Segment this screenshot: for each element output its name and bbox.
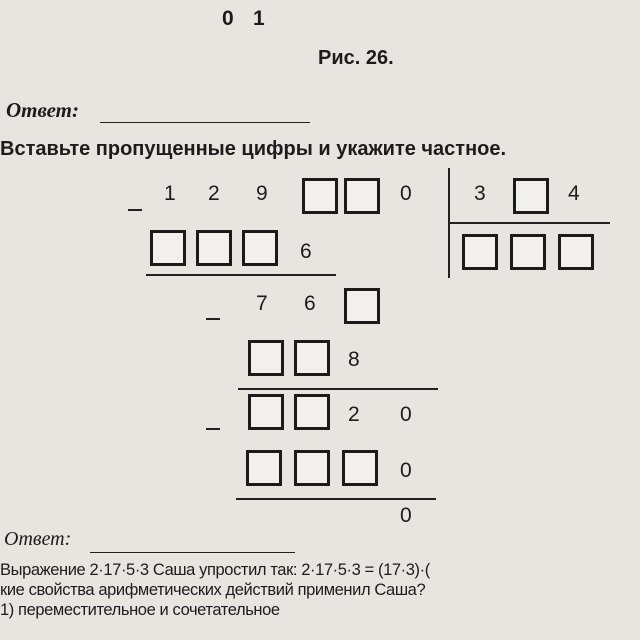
product-digit: 6 xyxy=(300,240,312,263)
product-digit-box[interactable] xyxy=(242,230,278,266)
next-task-line: Выражение 2·17·5·3 Саша упростил так: 2·17·5·3 = (17·3)·( xyxy=(0,561,430,579)
dividend-digit-last: 0 xyxy=(400,182,412,205)
remainder-digit: 0 xyxy=(400,403,412,426)
product-digit-box[interactable] xyxy=(246,450,282,486)
divisor-digit-last: 4 xyxy=(568,182,580,205)
answer-line xyxy=(90,552,295,553)
final-remainder: 0 xyxy=(400,504,412,527)
remainder-digit: 6 xyxy=(304,292,316,315)
divisor-digit-1: 3 xyxy=(474,182,486,205)
minus-sign xyxy=(206,318,220,320)
next-task-line: кие свойства арифметических действий применил Саша? xyxy=(0,581,426,599)
product-digit-box[interactable] xyxy=(150,230,186,266)
product-digit: 0 xyxy=(400,459,412,482)
remainder-digit: 2 xyxy=(348,403,360,426)
dividend-missing-digit-box[interactable] xyxy=(302,178,338,214)
product-digit: 8 xyxy=(348,348,360,371)
remainder-missing-digit-box[interactable] xyxy=(294,394,330,430)
subtraction-line xyxy=(146,274,336,276)
task-instruction: Вставьте пропущенные цифры и укажите частное. xyxy=(0,138,507,160)
remainder-digit: 7 xyxy=(256,292,268,315)
answer-label: Ответ: xyxy=(4,528,72,550)
next-task-line: 1) переместительное и сочетательное xyxy=(0,601,280,619)
dividend-digit-2: 2 xyxy=(208,182,220,205)
product-digit-box[interactable] xyxy=(196,230,232,266)
answer-label: Ответ: xyxy=(6,98,79,122)
subtraction-line xyxy=(236,498,436,500)
quotient-digit-box[interactable] xyxy=(510,234,546,270)
figure-caption: Рис. 26. xyxy=(318,47,394,69)
quotient-digit-box[interactable] xyxy=(558,234,594,270)
remainder-missing-digit-box[interactable] xyxy=(248,394,284,430)
product-digit-box[interactable] xyxy=(294,340,330,376)
minus-sign xyxy=(206,428,220,430)
minus-sign xyxy=(128,209,142,211)
dividend-missing-digit-box[interactable] xyxy=(344,178,380,214)
product-digit-box[interactable] xyxy=(248,340,284,376)
dividend-digit-3: 9 xyxy=(256,182,268,205)
division-horizontal-bar xyxy=(448,222,610,224)
product-digit-box[interactable] xyxy=(294,450,330,486)
top-digit-1: 1 xyxy=(253,7,265,30)
quotient-digit-box[interactable] xyxy=(462,234,498,270)
product-digit-box[interactable] xyxy=(342,450,378,486)
top-digit-0: 0 xyxy=(222,7,234,30)
dividend-digit-1: 1 xyxy=(164,182,176,205)
subtraction-line xyxy=(238,388,438,390)
divisor-missing-digit-box[interactable] xyxy=(513,178,549,214)
remainder-missing-digit-box[interactable] xyxy=(344,288,380,324)
answer-line xyxy=(100,122,310,123)
